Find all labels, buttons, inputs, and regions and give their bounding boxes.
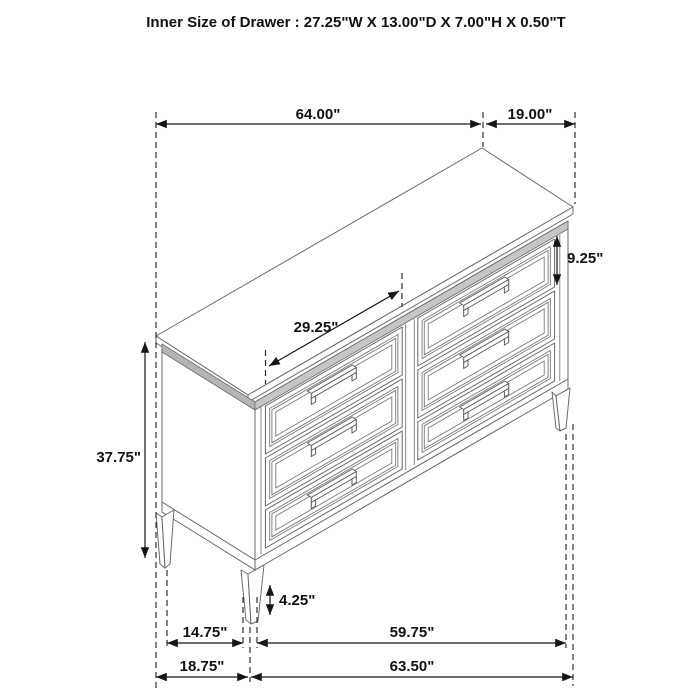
dim-label-top-drawer-height: 9.25" <box>567 250 604 267</box>
dim-label-overall-depth: 19.00" <box>507 106 553 123</box>
dim-label-front-leg-span: 59.75" <box>389 624 435 641</box>
page-title: Inner Size of Drawer : 27.25"W X 13.00"D X 7.00"H X 0.50"T <box>146 14 566 31</box>
dim-label-side-height: 37.75" <box>96 449 141 466</box>
dim-label-overall-width: 64.00" <box>295 106 341 123</box>
dim-label-base-left-offset: 18.75" <box>179 658 225 675</box>
dim-label-leg-height: 4.25" <box>279 592 316 609</box>
dim-label-drawer-front-width: 29.25" <box>293 319 339 336</box>
dim-label-base-front-width: 63.50" <box>389 658 435 675</box>
front-left-leg <box>248 565 264 624</box>
dim-label-front-left-leg-offset: 14.75" <box>182 624 228 641</box>
dresser-illustration <box>156 148 573 624</box>
